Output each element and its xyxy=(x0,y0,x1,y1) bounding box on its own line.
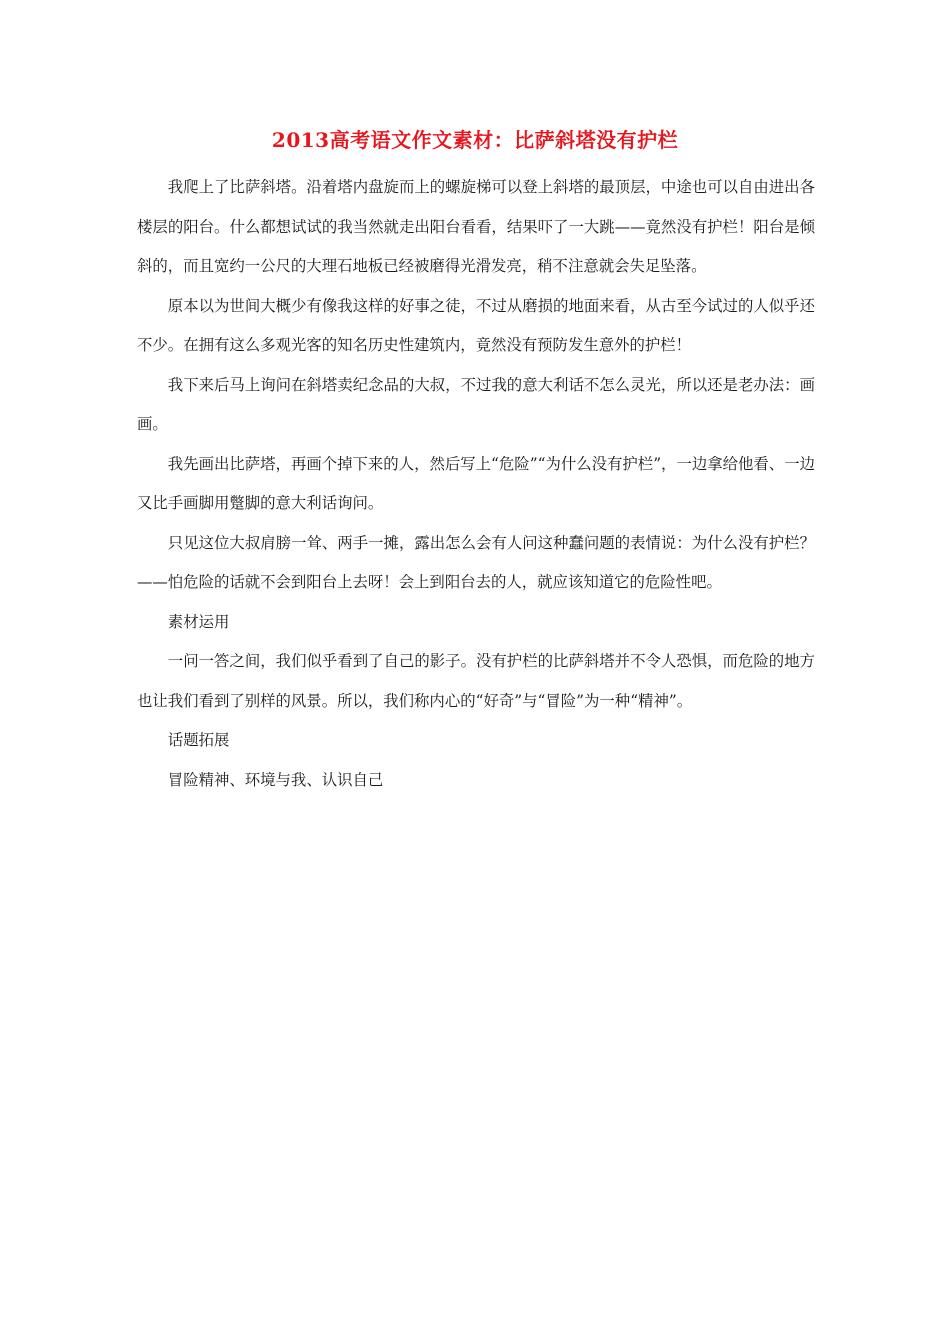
document-body xyxy=(137,168,815,800)
section-heading-topics: 话题拓展 xyxy=(167,731,230,749)
paragraph-question: 我下来后马上询问在斜塔卖纪念品的大叔，不过我的意大利话不怎么灵光，所以还是老办法：画画。 xyxy=(137,375,815,433)
paragraph-answer: 只见这位大叔肩膀一耸、两手一摊，露出怎么会有人问这种蠢问题的表情说：为什么没有护栏？——怕危险的话就不会到阳台上去呀！会上到阳台去的人，就应该知道它的危险性吧。 xyxy=(137,533,815,591)
paragraph-drawing: 我先画出比萨塔，再画个掉下来的人，然后写上“危险”“为什么没有护栏”，一边拿给他看、一边又比手画脚用蹩脚的意大利话询问。 xyxy=(137,454,815,512)
paragraph-intro: 我爬上了比萨斜塔。沿着塔内盘旋而上的螺旋梯可以登上斜塔的最顶层，中途也可以自由进出各楼层的阳台。什么都想试试的我当然就走出阳台看看，结果吓了一大跳——竟然没有护栏！阳台是倾斜的，而且宽约一公尺的大理石地板已经被磨得光滑发亮，稍不注意就会失足坠落。 xyxy=(137,178,815,275)
section-heading-usage: 素材运用 xyxy=(167,612,230,631)
paragraph-usage: 一问一答之间，我们似乎看到了自己的影子。没有护栏的比萨斜塔并不令人恐惧，而危险的地方也让我们看到了别样的风景。所以，我们称内心的“好奇”与“冒险”为一种“精神”。 xyxy=(137,652,815,710)
paragraph-topics: 冒险精神、环境与我、认识自己 xyxy=(167,770,384,789)
paragraph-observation: 原本以为世间大概少有像我这样的好事之徒，不过从磨损的地面来看，从古至今试过的人似乎还不少。在拥有这么多观光客的知名历史性建筑内，竟然没有预防发生意外的护栏！ xyxy=(137,296,815,354)
document-title: 2013高考语文作文素材：比萨斜塔没有护栏 xyxy=(271,128,679,152)
